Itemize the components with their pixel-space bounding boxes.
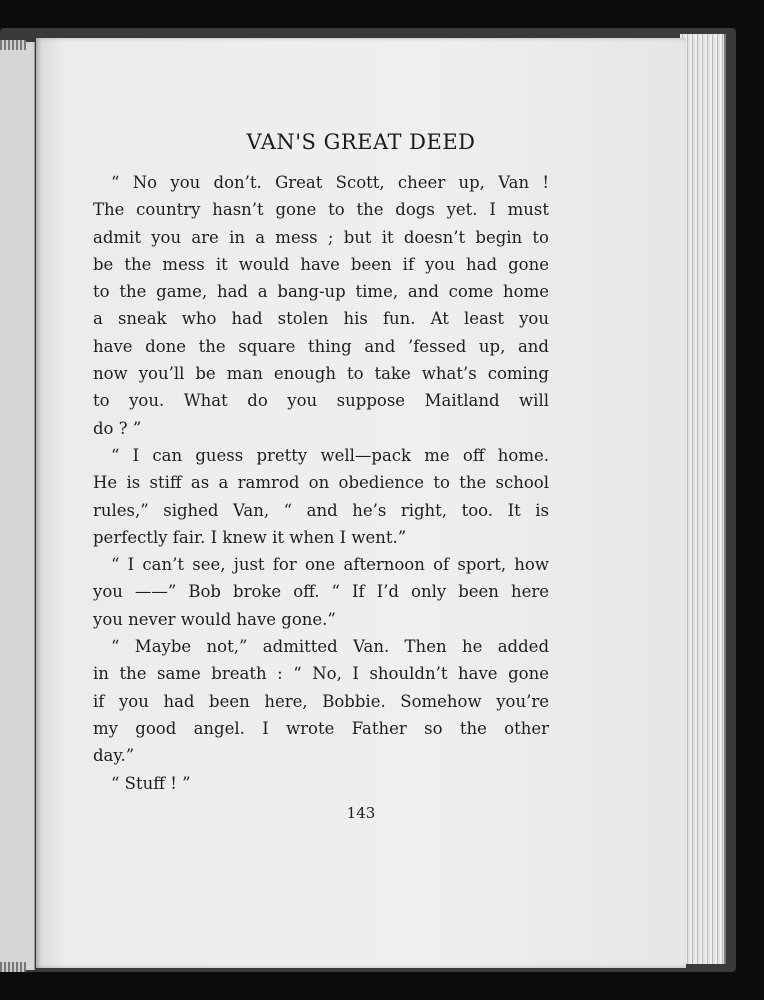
text-line: admit you are in a mess ; but it doesn’t begin to [93, 227, 549, 247]
facing-page-edge [0, 42, 35, 970]
text-line: do ? ” [93, 418, 142, 438]
text-line: you never would have gone.” [93, 609, 336, 629]
page-number: 143 [346, 804, 376, 822]
text-line: “ Maybe not,” admitted Van. Then he added [111, 637, 549, 657]
text-line: a sneak who had stolen his fun. At least you [93, 309, 549, 329]
text-line: you ——” Bob broke off. “ If I’d only been here [93, 582, 549, 602]
text-line: rules,” sighed Van, “ and he’s right, too. It is [93, 500, 549, 520]
text-line: The country hasn’t gone to the dogs yet. I must [93, 200, 549, 220]
book-page [36, 38, 686, 968]
binding-stitch-top [0, 40, 26, 50]
text-line: “ I can guess pretty well—pack me off home. [111, 445, 549, 465]
text-line: He is stiff as a ramrod on obedience to the school [93, 473, 549, 493]
text-line: “ I can’t see, just for one afternoon of sport, how [111, 555, 549, 575]
text-line: in the same breath : “ No, I shouldn’t have gone [93, 664, 549, 684]
body-text [93, 169, 549, 797]
text-line: “ Stuff ! ” [111, 773, 191, 793]
text-line: my good angel. I wrote Father so the other [93, 718, 549, 738]
binding-stitch-bottom [0, 962, 26, 972]
text-line: be the mess it would have been if you had gone [93, 254, 549, 274]
running-head: VAN'S GREAT DEED [246, 130, 476, 154]
text-line: perfectly fair. I knew it when I went.” [93, 527, 407, 547]
text-line: if you had been here, Bobbie. Somehow you’re [93, 691, 549, 711]
text-line: day.” [93, 746, 135, 766]
text-line: now you’ll be man enough to take what’s coming [93, 364, 549, 384]
text-line: have done the square thing and ’fessed up, and [93, 336, 549, 356]
text-line: “ No you don’t. Great Scott, cheer up, Van ! [111, 173, 549, 192]
text-line: to you. What do you suppose Maitland will [93, 391, 549, 411]
page-edges [680, 34, 726, 964]
text-line: to the game, had a bang-up time, and come home [93, 282, 549, 302]
